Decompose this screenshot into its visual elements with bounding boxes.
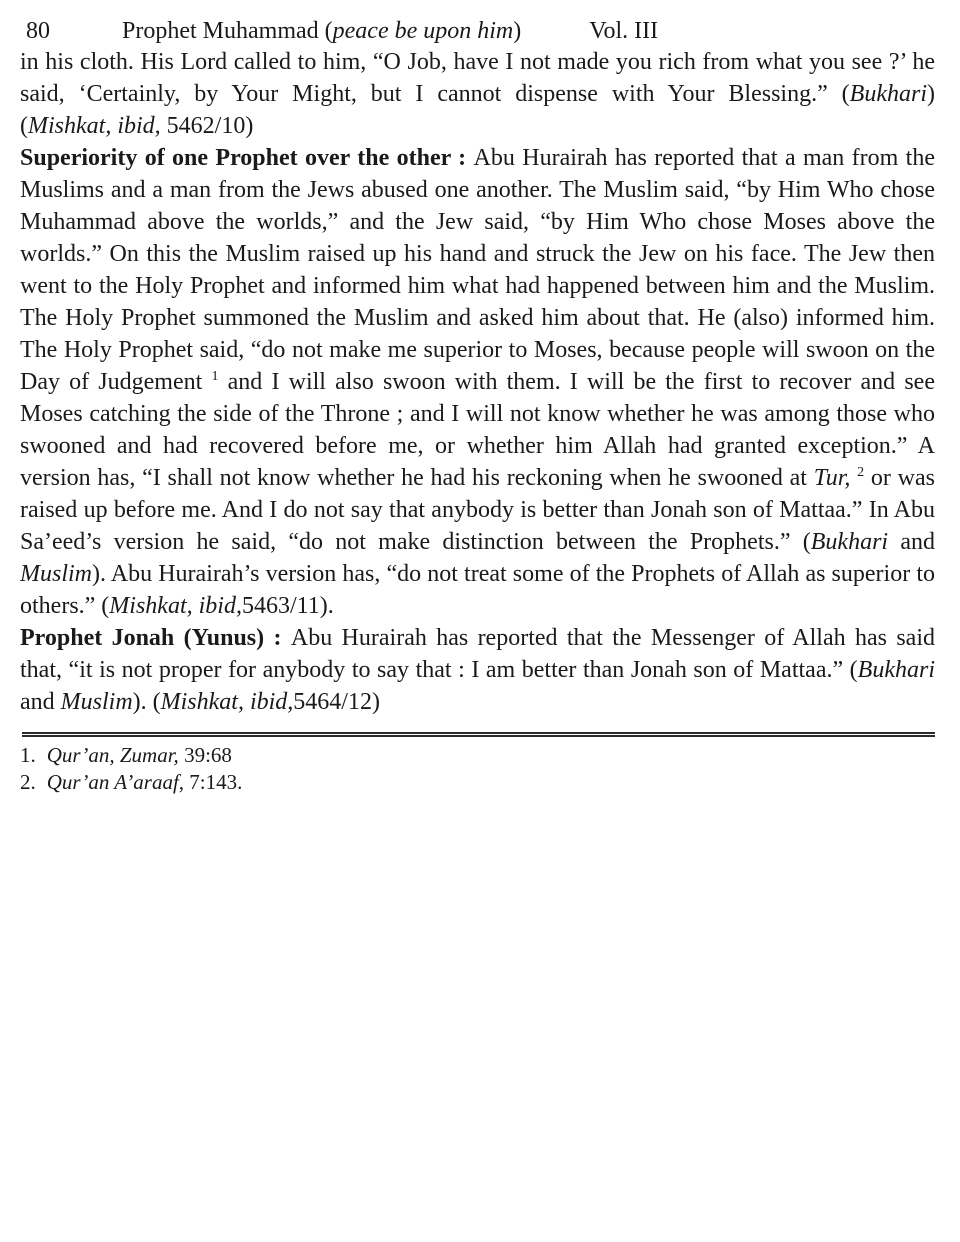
paragraph-text: ). ( bbox=[132, 689, 161, 715]
source-bukhari: Bukhari bbox=[810, 529, 889, 555]
page-number: 80 bbox=[26, 18, 50, 44]
source-reference-number: 5463/11). bbox=[241, 593, 334, 619]
source-muslim: Muslim bbox=[20, 561, 92, 587]
body-paragraph-1 bbox=[20, 46, 935, 142]
body-paragraph-3 bbox=[20, 622, 935, 718]
term-tur: Tur, bbox=[813, 465, 851, 491]
source-mishkat: Mishkat, ibid, bbox=[109, 593, 242, 619]
source-bukhari: Bukhari bbox=[857, 657, 935, 683]
paragraph-text: ). Abu Hurairah’s version has, “do not treat some of the Prophets of Allah as superior to others.” ( bbox=[20, 561, 935, 619]
volume-label: Vol. III bbox=[589, 18, 659, 44]
footnote-2-source: Qur’an A’araaf, bbox=[46, 770, 185, 794]
footnote-divider bbox=[22, 732, 935, 737]
paragraph-text: Abu Hurairah has reported that a man from the Muslims and a man from the Jews abused one another. The Muslim said, “by Him Who chose Muhammad above the worlds,” and the Jew said, “by Him Who chose Moses above the worlds.” On this the Muslim raised up his hand and struck the Jew on his face. The Jew then went to the Holy Prophet and informed him what had happened between him and the Muslim. The Holy Prophet summoned the Muslim and asked him about that. He (also) informed him. The Holy Prophet said, “do not make me superior to Moses, because people will swoon on the Day of Judgement bbox=[20, 145, 935, 395]
source-mishkat: Mishkat, ibid, bbox=[28, 113, 161, 139]
footnote-1-number: 1. bbox=[20, 743, 36, 767]
source-bukhari: Bukhari bbox=[849, 81, 927, 107]
source-muslim: Muslim bbox=[60, 689, 133, 715]
footnotes-section bbox=[20, 742, 935, 796]
footnote-2 bbox=[20, 769, 935, 796]
running-title-italic: peace be upon him bbox=[332, 18, 514, 44]
footnote-marker-1: 1 bbox=[211, 369, 219, 384]
footnote-1-source: Qur’an, Zumar, bbox=[46, 743, 179, 767]
footnote-1-reference: 39:68 bbox=[178, 743, 232, 767]
running-title-text: Prophet Muhammad ( bbox=[122, 18, 333, 44]
section-heading-superiority: Superiority of one Prophet over the other : bbox=[20, 145, 474, 171]
paragraph-text: and bbox=[888, 529, 935, 555]
paragraph-text: ) ( bbox=[20, 81, 935, 139]
paragraph-text: Abu Hurairah has reported that the Messenger of Allah has said that, “it is not proper for anybody to say that : I am better than Jonah son of Mattaa.” ( bbox=[20, 625, 935, 683]
paragraph-text: or was raised up before me. And I do not say that anybody is better than Jonah son of Mattaa.” In Abu Sa’eed’s version he said, “do not make distinction between the Prophets.” ( bbox=[20, 465, 935, 555]
body-paragraph-2 bbox=[20, 142, 935, 622]
source-reference-number: 5464/12) bbox=[293, 689, 380, 715]
running-title-close: ) bbox=[513, 18, 522, 44]
source-reference-number: 5462/10) bbox=[160, 113, 254, 139]
section-heading-jonah: Prophet Jonah (Yunus) : bbox=[20, 625, 291, 651]
paragraph-text: in his cloth. His Lord called to him, “O Job, have I not made you rich from what you see ?’ he said, ‘Certainly, by Your Might, but I cannot dispense with Your Blessing.” ( bbox=[20, 49, 935, 107]
footnote-2-number: 2. bbox=[20, 770, 36, 794]
paragraph-text: and I will also swoon with them. I will be the first to recover and see Moses catching the side of the Throne ; and I will not know whether he was among those who swooned and had recovered before me, or whether him Allah had granted exception.” A version has, “I shall not know whether he had his reckoning when he swooned at bbox=[20, 369, 935, 491]
page-header bbox=[20, 16, 935, 46]
footnote-2-reference: 7:143. bbox=[184, 770, 243, 794]
footnote-marker-2: 2 bbox=[857, 465, 865, 480]
running-title bbox=[122, 16, 521, 46]
footnote-1 bbox=[20, 742, 935, 769]
source-mishkat: Mishkat, ibid, bbox=[160, 689, 294, 715]
paragraph-text: and bbox=[20, 689, 61, 715]
